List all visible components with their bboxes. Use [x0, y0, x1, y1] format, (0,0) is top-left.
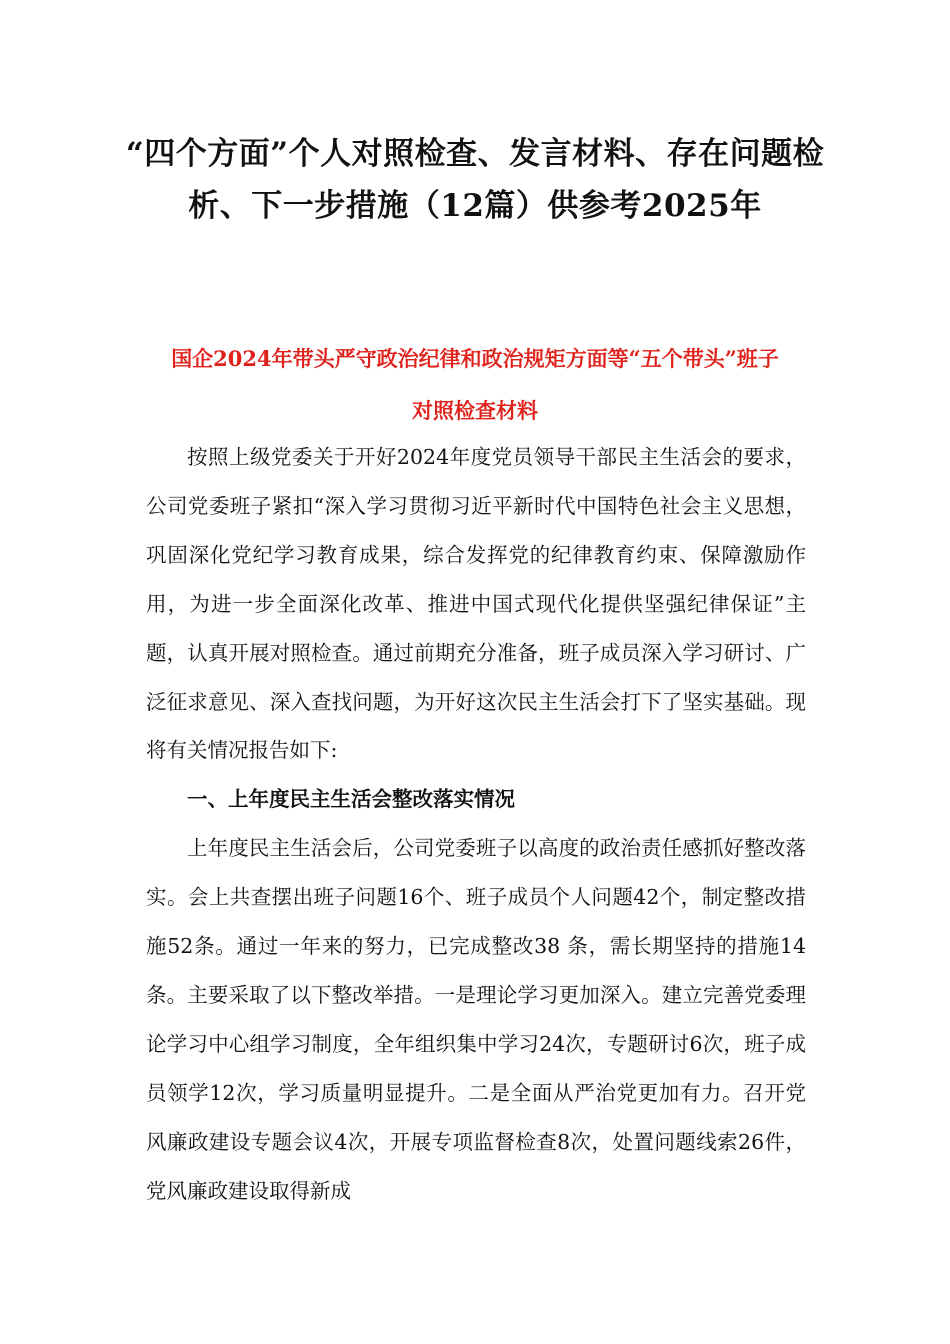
section-subtitle-line-1: 国企2024年带头严守政治纪律和政治规矩方面等“五个带头”班子: [171, 346, 779, 371]
body-paragraph: 上年度民主生活会后，公司党委班子以高度的政治责任感抓好整改落实。会上共查摆出班子问题16个、班子成员个人问题42个，制定整改措施52条。通过一年来的努力，已完成整改38 条，需长期坚持的措施14条。主要采取了以下整改举措。一是理论学习更加深入。建立完善党委理论学习中心组学习制度，全年组织集中学习24次，专题研讨6次，班子成员领学12次，学习质量明显提升。二是全面从严治党更加有力。召开党风廉政建设专题会议4次，开展专项监督检查8次，处置问题线索26件， 党风廉政建设取得新成: [146, 836, 806, 1203]
intro-paragraph: 按照上级党委关于开好2024年度党员领导干部民主生活会的要求，公司党委班子紧扣“深入学习贯彻习近平新时代中国特色社会主义思想，巩固深化党纪学习教育成果，综合发挥党的纪律教育约束、保障激励作用，为进一步全面深化改革、推进中国式现代化提供坚强纪律保证”主题，认真开展对照检查。通过前期充分准备，班子成员深入学习研讨、广泛征求意见、深入查找问题，为开好这次民主生活会打下了坚实基础。现将有关情况报告如下:: [146, 445, 806, 763]
document-title-line-1: “四个方面”个人对照检查、发言材料、存在问题检: [125, 136, 825, 172]
document-title: [120, 128, 830, 232]
section-subtitle: [120, 333, 830, 437]
section-heading: 一、上年度民主生活会整改落实情况: [187, 787, 515, 812]
document-body: [146, 433, 806, 1216]
document-title-line-2: 析、下一步措施（12篇）供参考2025年: [188, 188, 762, 224]
section-subtitle-line-2: 对照检查材料: [412, 398, 538, 423]
